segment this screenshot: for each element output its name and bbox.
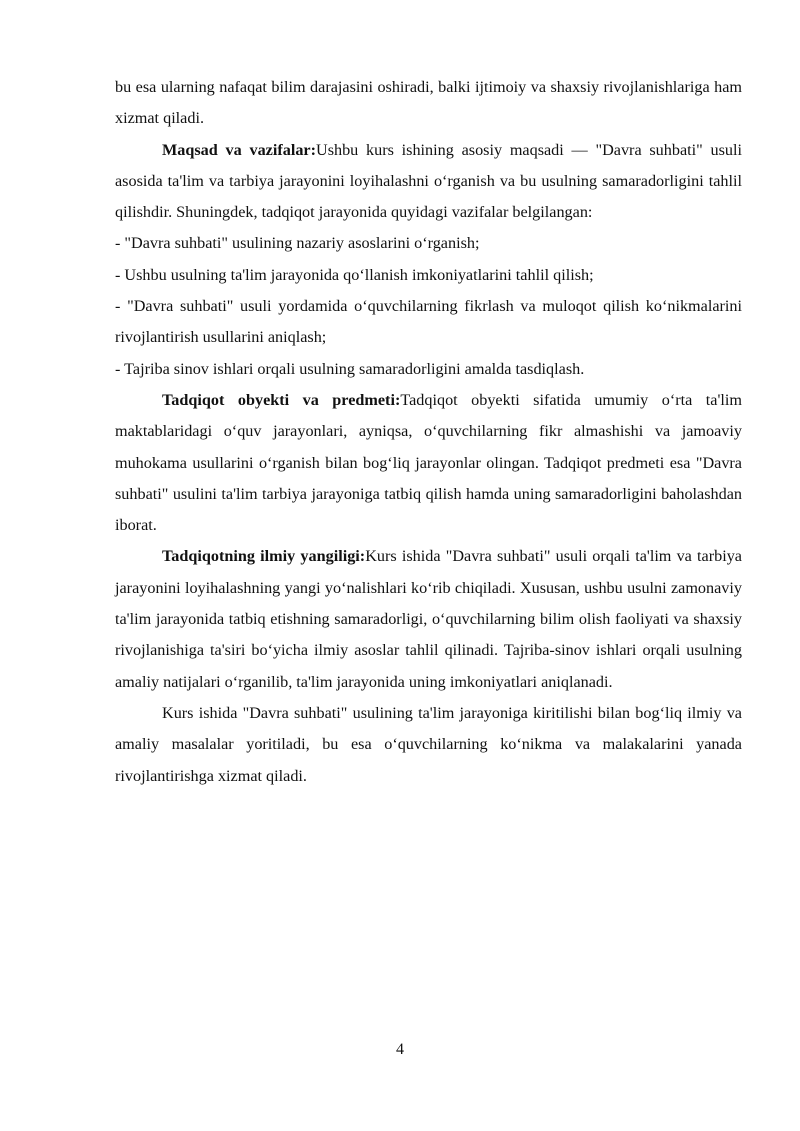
object-subject-heading: Tadqiqot obyekti va predmeti: <box>162 390 401 409</box>
paragraph-novelty <box>115 541 742 697</box>
paragraph-object-subject <box>115 385 742 541</box>
list-item: - Tajriba sinov ishlari orqali usulning samaradorligini amalda tasdiqlash. <box>115 359 585 378</box>
object-subject-text: Tadqiqot obyekti sifatida umumiy o‘rta ta'lim maktablaridagi o‘quv jarayonlari, ayniqsa, o‘quvchilarning fikr almashishi va jamoaviy muhokama usullarini o‘rganish bilan bog‘liq jarayonlar olingan. Tadqiqot predmeti esa "Davra suhbati" usulini ta'lim tarbiya jarayoniga tatbiq qilish hamda uning samaradorligini baholashdan iborat. <box>115 390 742 535</box>
novelty-text: Kurs ishida "Davra suhbati" usuli orqali ta'lim va tarbiya jarayonini loyihalashning yangi yo‘nalishlari ko‘rib chiqiladi. Xususan, ushbu usulni zamonaviy ta'lim jarayonida tatbiq etishning samaradorligi, o‘quvchilarning bilim olish faoliyati va shaxsiy rivojlanishiga ta'siri bo‘yicha ilmiy asoslar tahlil qilinadi. Tajriba-sinov ishlari orqali usulning amaliy natijalari o‘rganilib, ta'lim jarayonida uning imkoniyatlari aniqlanadi. <box>115 547 742 691</box>
list-item: - "Davra suhbati" usulining nazariy asoslarini o‘rganish; <box>115 234 480 253</box>
page-body <box>115 72 742 792</box>
paragraph-continuation: bu esa ularning nafaqat bilim darajasini oshiradi, balki ijtimoiy va shaxsiy rivojlanishlariga ham xizmat qiladi. <box>115 78 742 128</box>
paragraph-conclusion: Kurs ishida "Davra suhbati" usulining ta'lim jarayoniga kiritilishi bilan bog‘liq ilmiy va amaliy masalalar yoritiladi, bu esa o‘quvchilarning ko‘nikma va malakalarini yanada rivojlantirishga xizmat qiladi. <box>115 703 742 785</box>
goals-text: Ushbu kurs ishining asosiy maqsadi — "Davra suhbati" usuli asosida ta'lim va tarbiya jarayonini loyihalashni o‘rganish va bu usulning samaradorligini tahlil qilishdir. Shuningdek, tadqiqot jarayonida quyidagi vazifalar belgilangan: <box>115 140 742 222</box>
paragraph-goals <box>115 135 742 229</box>
list-item: - "Davra suhbati" usuli yordamida o‘quvchilarning fikrlash va muloqot qilish ko‘nikmalarini rivojlantirish usullarini aniqlash; <box>115 297 742 347</box>
goals-heading: Maqsad va vazifalar: <box>162 140 316 159</box>
novelty-heading: Tadqiqotning ilmiy yangiligi: <box>162 547 366 566</box>
page-number: 4 <box>396 1041 404 1058</box>
list-item: - Ushbu usulning ta'lim jarayonida qo‘llanish imkoniyatlarini tahlil qilish; <box>115 265 594 284</box>
